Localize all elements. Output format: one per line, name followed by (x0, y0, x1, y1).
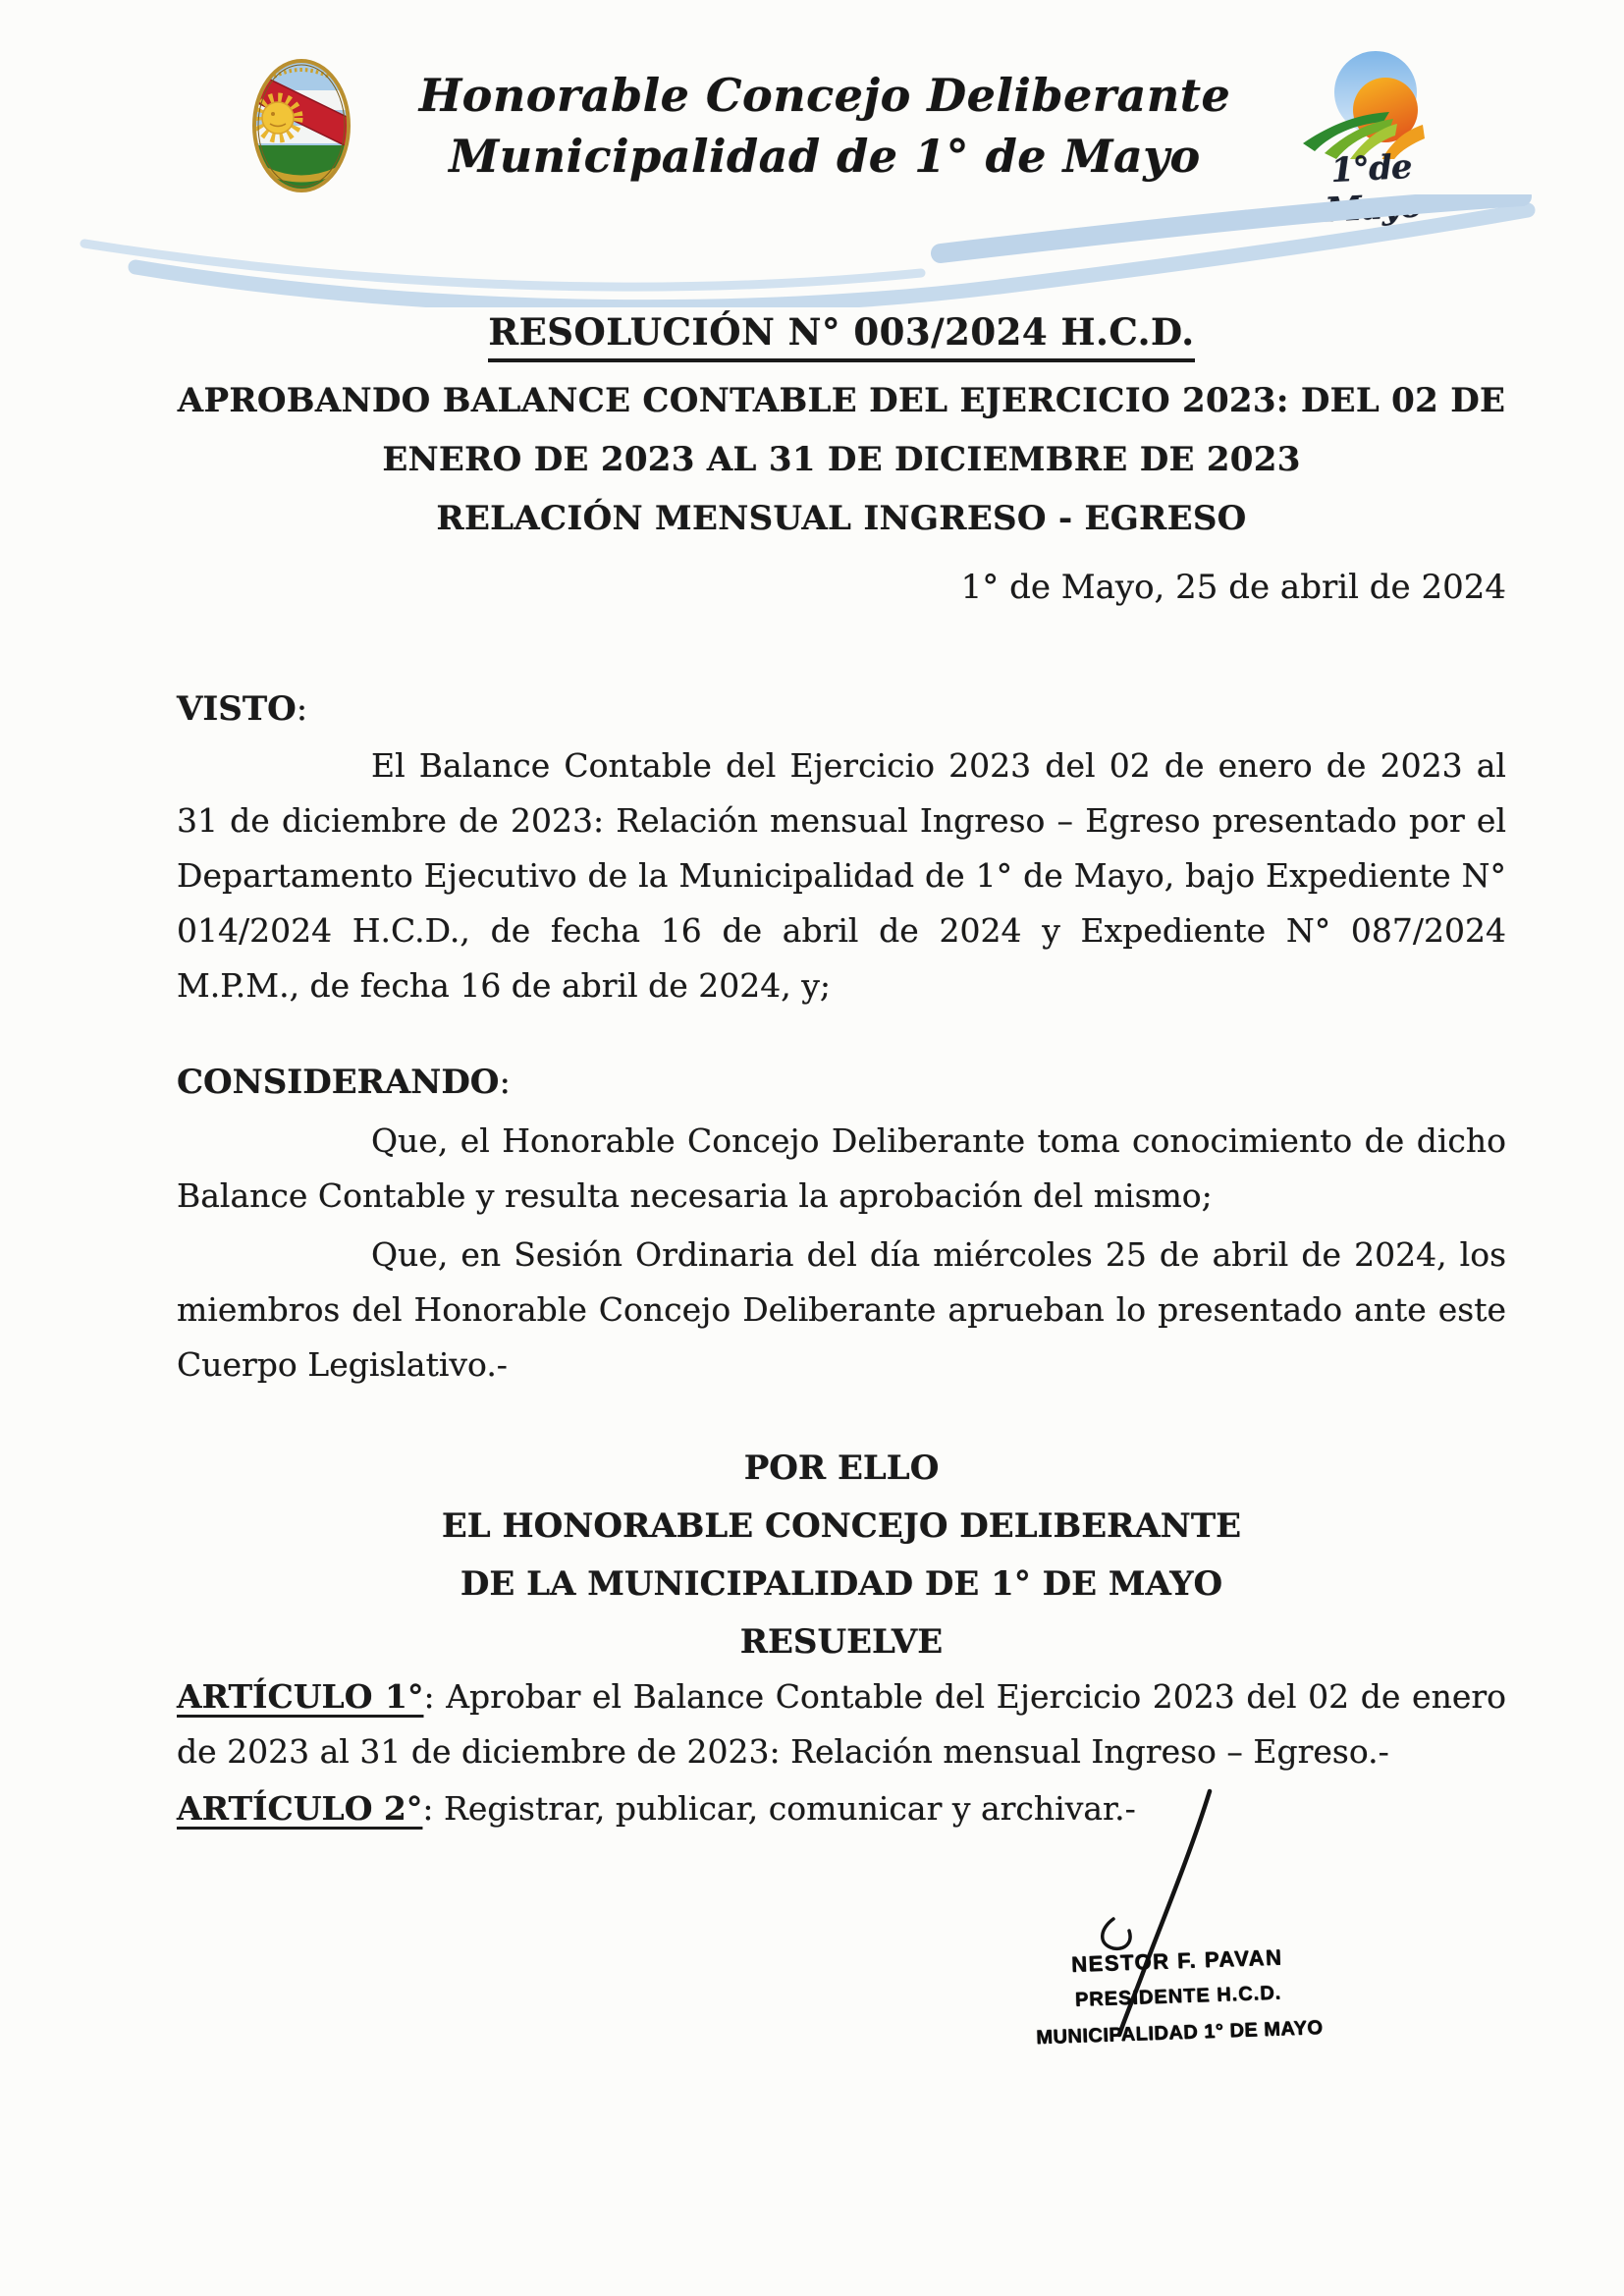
org-line-1: Honorable Concejo Deliberante (418, 69, 1231, 122)
signature-stamp (1000, 1937, 1357, 2057)
visto-heading-word: VISTO (177, 689, 297, 729)
articles-block (177, 1669, 1506, 1838)
wave-swoosh-icon (77, 194, 1544, 307)
article-2-text: : Registrar, publicar, comunicar y archivar.- (422, 1789, 1136, 1828)
coat-of-arms-icon (248, 55, 354, 196)
considerando-heading-word: CONSIDERANDO (177, 1063, 500, 1102)
resolution-subtitle-1: APROBANDO BALANCE CONTABLE DEL EJERCICIO 2023: DEL 02 DE (177, 381, 1506, 420)
stamp-signer-title: PRESIDENTE H.C.D. (1074, 1982, 1282, 2011)
stamp-signer-org: MUNICIPALIDAD 1° DE MAYO (1035, 2016, 1324, 2050)
city-logo (1281, 47, 1463, 231)
place-date-line: 1° de Mayo, 25 de abril de 2024 (960, 568, 1506, 607)
article-1-text: : Aprobar el Balance Contable del Ejercicio 2023 del 02 de enero de 2023 al 31 de diciembre de 2023: Relación mensual Ingreso – Egreso.- (177, 1677, 1506, 1771)
considerando-paragraph-1: Que, el Honorable Concejo Deliberante toma conocimiento de dicho Balance Contable y resulta necesaria la aprobación del mismo; (177, 1121, 1506, 1215)
resolution-subtitle-3: RELACIÓN MENSUAL INGRESO - EGRESO (436, 499, 1247, 538)
resolution-title: RESOLUCIÓN N° 003/2024 H.C.D. (488, 310, 1194, 362)
considerando-heading (177, 1063, 1506, 1102)
resolution-subtitle-2: ENERO DE 2023 AL 31 DE DICIEMBRE DE 2023 (382, 440, 1301, 479)
org-name (393, 65, 1257, 187)
resolve-line-municipalidad: DE LA MUNICIPALIDAD DE 1° DE MAYO (460, 1564, 1223, 1604)
letterhead (0, 47, 1624, 231)
article-2-label: ARTÍCULO 2° (177, 1789, 423, 1828)
resolution-title-row (177, 310, 1506, 362)
resolve-block (177, 1440, 1506, 1671)
article-2 (177, 1781, 1506, 1836)
considerando-body (177, 1114, 1506, 1396)
considerando-paragraph-2: Que, en Sesión Ordinaria del día miércoles 25 de abril de 2024, los miembros del Honorable Concejo Deliberante aprueban lo presentado ante este Cuerpo Legislativo.- (177, 1235, 1506, 1384)
org-line-2: Municipalidad de 1° de Mayo (449, 130, 1201, 183)
article-1 (177, 1669, 1506, 1779)
visto-paragraph: El Balance Contable del Ejercicio 2023 del 02 de enero de 2023 al 31 de diciembre de 2023: Relación mensual Ingreso – Egreso presentado por el Departamento Ejecutivo de la Municipalidad de 1° de Mayo, bajo Expediente N° 014/2024 H.C.D., de fecha 16 de abril de 2024 y Expediente N° 087/2024 M.P.M., de fecha 16 de abril de 2024, y; (177, 746, 1506, 1005)
city-logo-script: 1°de Mayo (1324, 146, 1423, 231)
resolve-line-por-ello: POR ELLO (743, 1449, 940, 1488)
stamp-signer-name: NESTOR F. PAVAN (1070, 1944, 1283, 1977)
visto-heading-colon: : (296, 689, 308, 729)
visto-heading (177, 689, 1506, 729)
resolve-line-concejo: EL HONORABLE CONCEJO DELIBERANTE (441, 1506, 1242, 1546)
article-1-label: ARTÍCULO 1° (177, 1677, 424, 1716)
resolve-line-resuelve: RESUELVE (739, 1622, 944, 1662)
city-logo-icon (1299, 49, 1446, 159)
considerando-heading-colon: : (499, 1063, 511, 1102)
